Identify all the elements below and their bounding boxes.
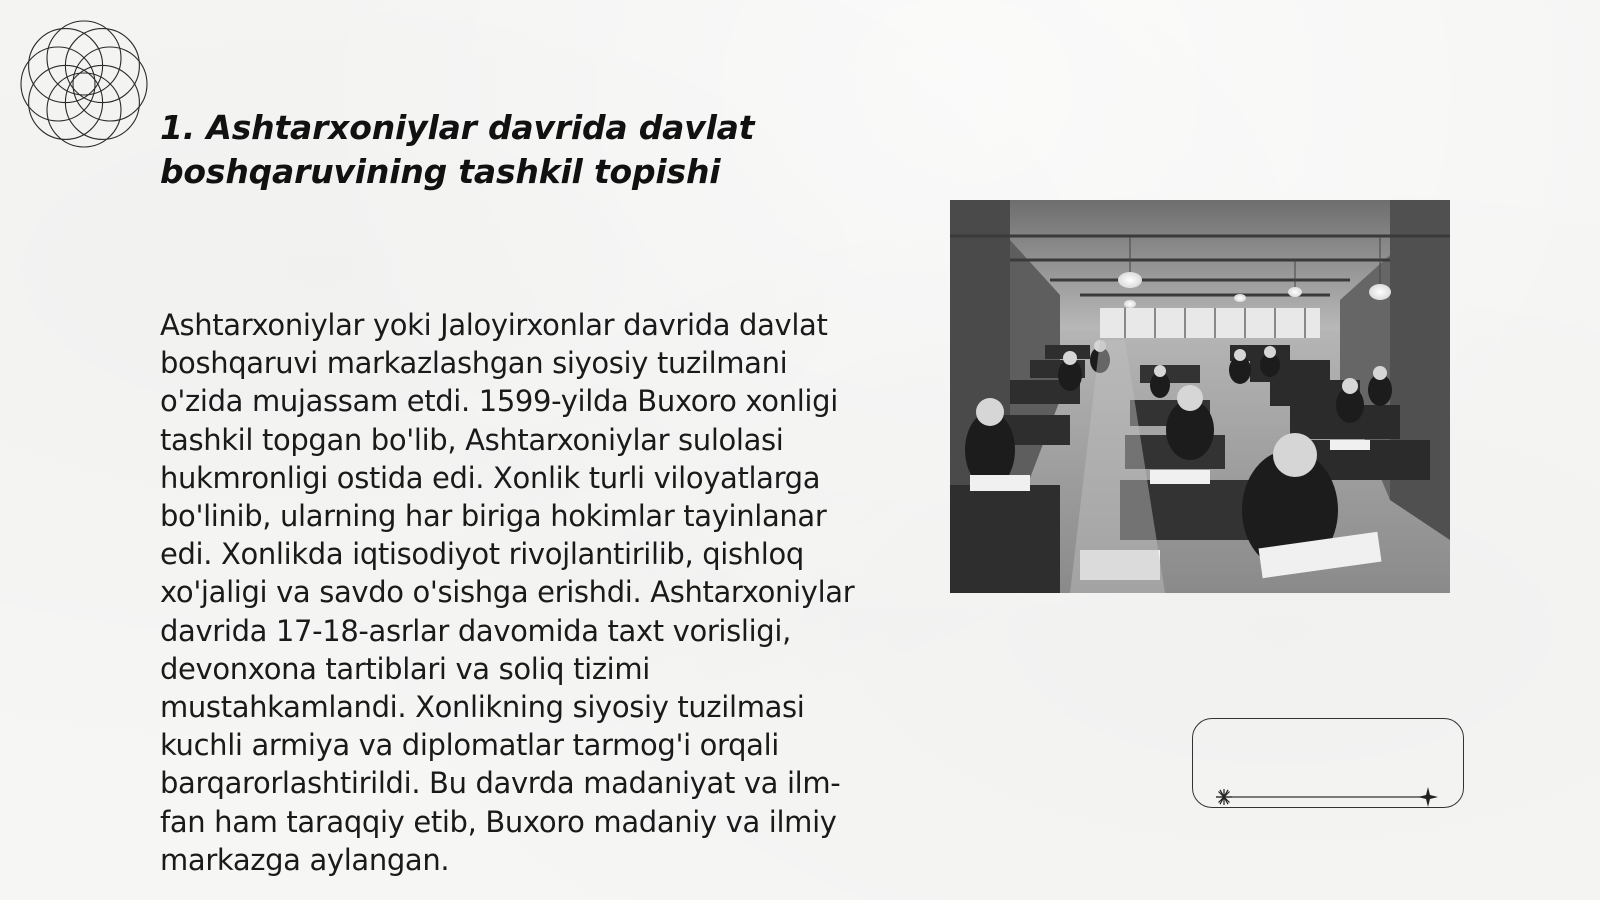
sparkle-icon	[1418, 787, 1438, 807]
office-photo-icon	[950, 200, 1450, 593]
starburst-icon	[1216, 789, 1232, 805]
frame-divider-line	[1214, 787, 1440, 807]
slide-title: 1. Ashtarxoniylar davrida davlat boshqaruvining tashkil topishi	[160, 108, 755, 191]
slide-body-text: Ashtarxoniylar yoki Jaloyirxonlar davrida davlat boshqaruvi markazlashgan siyosiy tuzilmani o'zida mujassam etdi. 1599-yilda Buxoro xonligi tashkil topgan bo'lib, Ashtarxoniylar sulolasi hukmronligi ostida edi. Xonlik turli viloyatlarga bo'linib, ularning har biriga hokimlar tayinlanar edi. Xonlikda iqtisodiyot rivojlantirilib, qishloq xo'jaligi va savdo o'sishga erishdi. Ashtarxoniylar davrida 17-18-asrlar davomida taxt vorisligi, devonxona tartiblari va soliq tizimi mustahkamlandi. Xonlikning siyosiy tuzilmasi kuchli armiya va diplomatlar tarmog'i orqali barqarorlashtirildi. Bu davrda madaniyat va ilm-fan ham taraqqiy etib, Buxoro madaniy va ilmiy markazga aylangan.	[160, 308, 855, 877]
circle-rosette-icon	[10, 10, 158, 158]
